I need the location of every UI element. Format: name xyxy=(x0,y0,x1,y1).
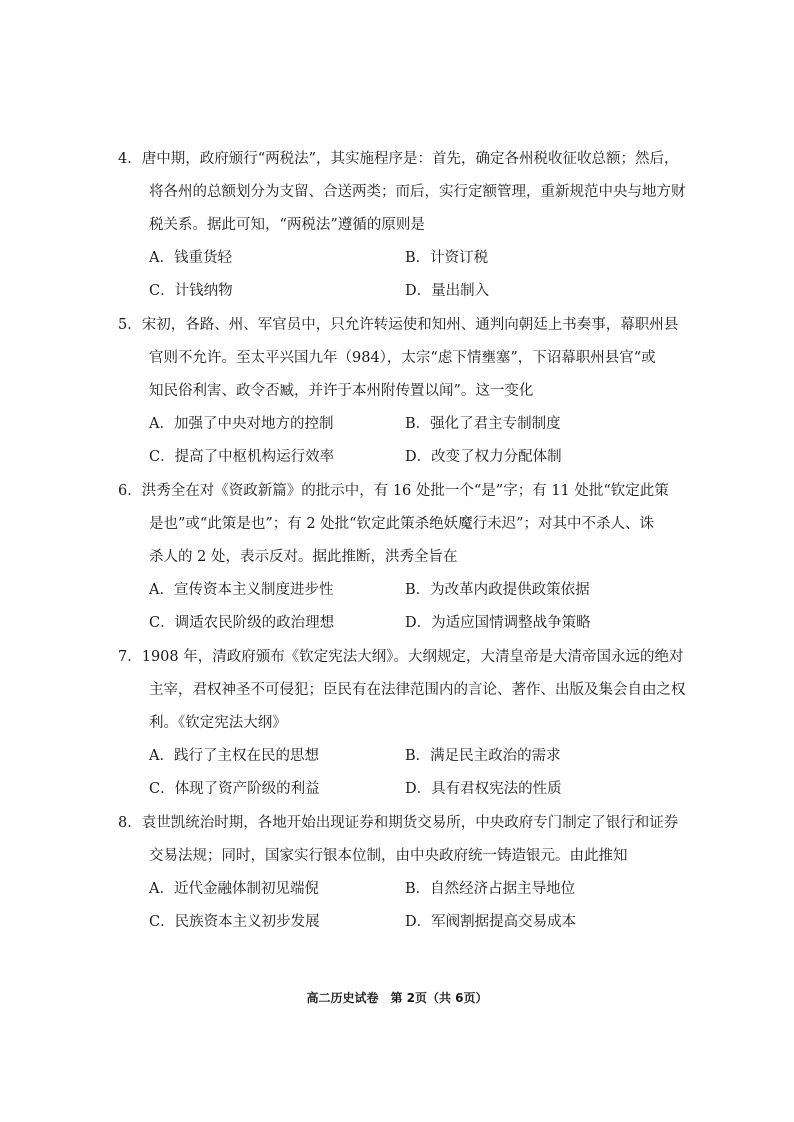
option-row xyxy=(118,275,683,308)
question-stem-line: 主宰，君权神圣不可侵犯；臣民有在法律范围内的言论、著作、出版及集会自由之权 xyxy=(149,682,686,698)
option-d: D．量出制入 xyxy=(405,283,490,299)
option-c: C．体现了资产阶级的利益 xyxy=(149,781,320,797)
option-row xyxy=(118,740,683,773)
option-a: A．钱重货轻 xyxy=(149,250,232,266)
option-d: D．军阀割据提高交易成本 xyxy=(405,914,577,930)
option-b: B．满足民主政治的需求 xyxy=(405,748,561,764)
option-a: A．加强了中央对地方的控制 xyxy=(149,416,334,432)
option-row xyxy=(118,607,683,640)
question-stem-line: 税关系。据此可知，“两税法”遵循的原则是 xyxy=(149,217,425,233)
option-b: B．计资订税 xyxy=(405,250,489,266)
option-d: D．改变了权力分配体制 xyxy=(405,449,562,465)
question-stem-line: 8．袁世凯统治时期，各地开始出现证券和期货交易所，中央政府专门制定了银行和证券 xyxy=(118,815,679,831)
question-stem-line: 杀人的 2 处，表示反对。据此推断，洪秀全旨在 xyxy=(149,549,458,565)
option-d: D．具有君权宪法的性质 xyxy=(405,781,562,797)
option-row xyxy=(118,873,683,906)
question-stem-line: 5．宋初，各路、州、军官员中，只允许转运使和知州、通判向朝廷上书奏事，幕职州县 xyxy=(118,317,679,333)
question-stem-line: 7．1908 年，清政府颁布《钦定宪法大纲》。大纲规定，大清皇帝是大清帝国永远的绝对 xyxy=(118,649,684,665)
option-row xyxy=(118,441,683,474)
page-footer: 高二历史试卷 第 2页（共 6页） xyxy=(306,991,488,1005)
option-a: A．践行了主权在民的思想 xyxy=(149,748,319,764)
question-stem-line: 4．唐中期，政府颁行“两税法”，其实施程序是：首先，确定各州税收征收总额；然后， xyxy=(118,151,679,167)
question-stem-line: 是也”或“此策是也”；有 2 处批“钦定此策杀绝妖魔行未迟”；对其中不杀人、诛 xyxy=(149,516,655,532)
option-row xyxy=(118,408,683,441)
question-8 xyxy=(118,807,683,939)
question-4 xyxy=(118,143,686,308)
option-row xyxy=(118,773,683,806)
question-stem-line: 交易法规；同时，国家实行银本位制，由中央政府统一铸造银元。由此推知 xyxy=(149,848,628,864)
option-c: C．提高了中枢机构运行效率 xyxy=(149,449,335,465)
question-stem-line: 官则不允许。至太平兴国九年（984），太宗“虑下情壅塞”，下诏幕职州县官“或 xyxy=(149,350,656,366)
option-a: A．近代金融体制初见端倪 xyxy=(149,881,319,897)
option-row xyxy=(118,574,683,607)
option-c: C．调适农民阶级的政治理想 xyxy=(149,615,335,631)
option-c: C．计钱纳物 xyxy=(149,283,233,299)
question-6 xyxy=(118,475,683,640)
option-d: D．为适应国情调整战争策略 xyxy=(405,615,591,631)
option-row xyxy=(118,242,683,275)
question-7 xyxy=(118,641,686,806)
option-b: B．自然经济占据主导地位 xyxy=(405,881,576,897)
option-b: B．为改革内政提供政策依据 xyxy=(405,582,590,598)
question-stem-line: 将各州的总额划分为支留、合送两类；而后，实行定额管理，重新规范中央与地方财 xyxy=(149,184,686,200)
question-5 xyxy=(118,309,683,474)
option-row xyxy=(118,906,683,939)
question-stem-line: 6．洪秀全在对《资政新篇》的批示中，有 16 处批一个“是”字；有 11 处批“钦定此策 xyxy=(118,483,669,499)
option-c: C．民族资本主义初步发展 xyxy=(149,914,320,930)
question-stem-line: 知民俗利害、政令否臧，并许于本州附传置以闻”。这一变化 xyxy=(149,383,534,399)
question-stem-line: 利。《钦定宪法大纲》 xyxy=(149,715,287,731)
option-b: B．强化了君主专制制度 xyxy=(405,416,561,432)
option-a: A．宣传资本主义制度进步性 xyxy=(149,582,334,598)
